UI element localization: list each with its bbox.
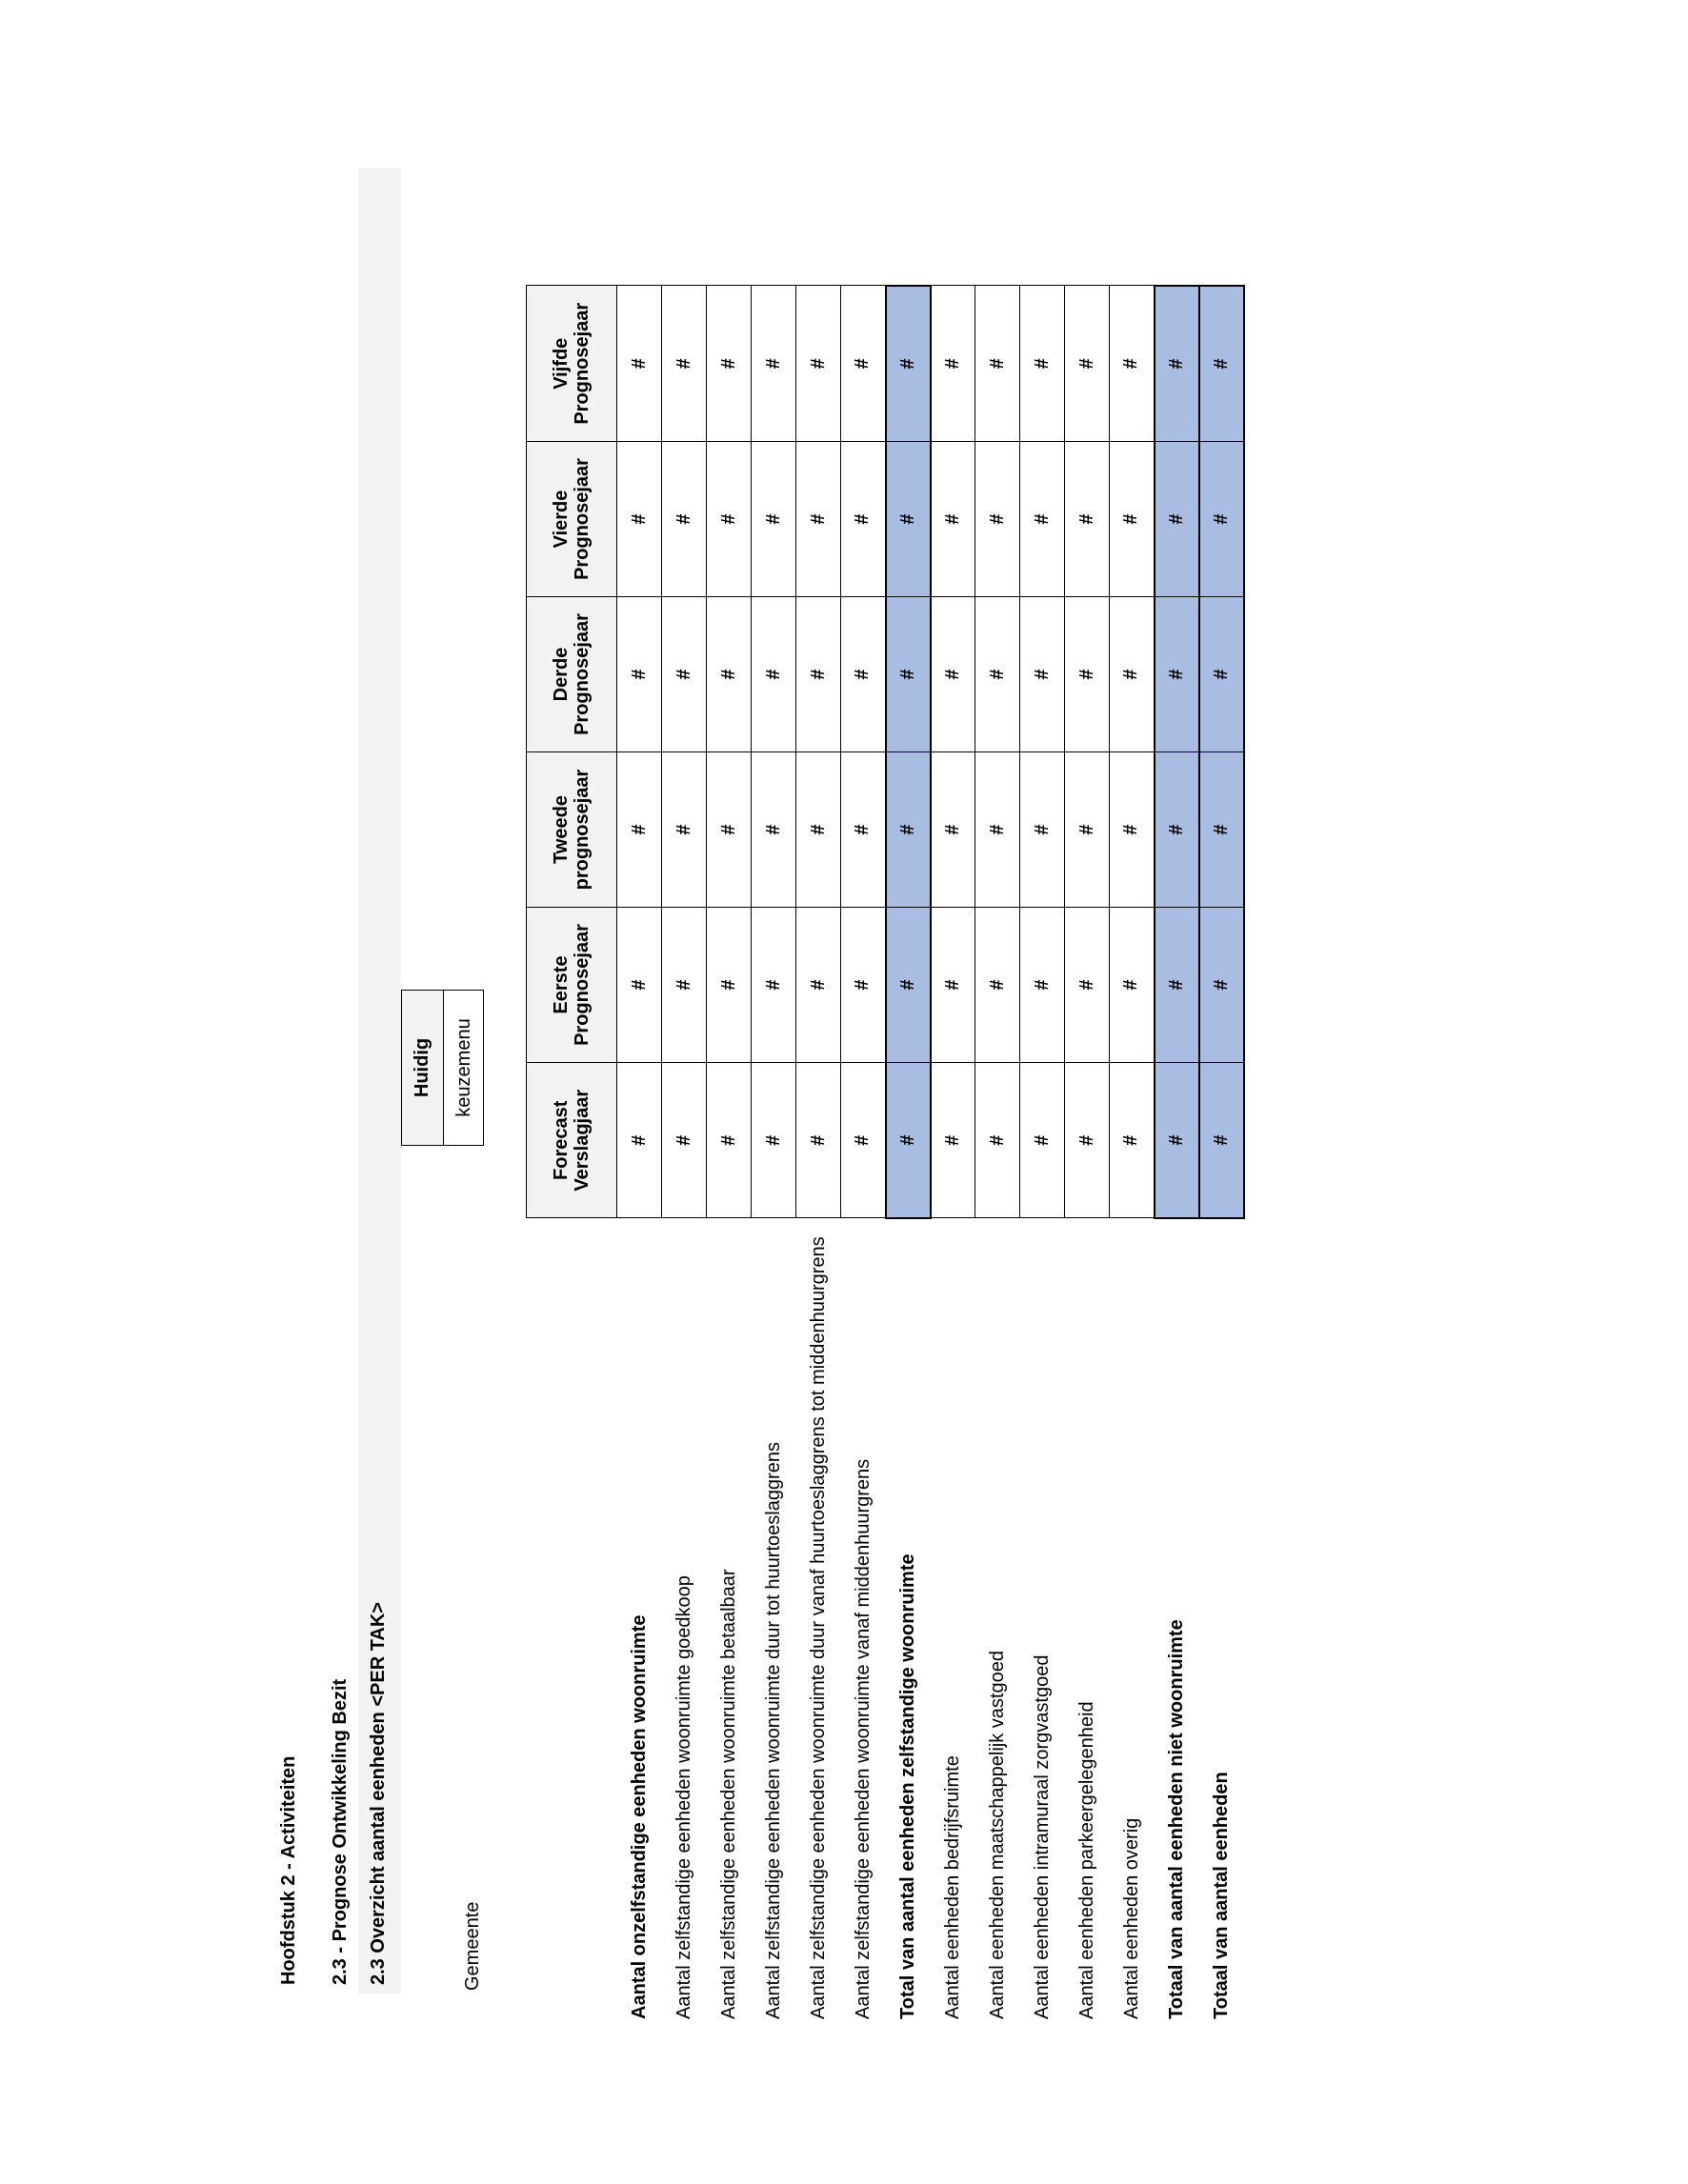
gemeente-selector[interactable]: [401, 990, 484, 1146]
row-label-text: Total van aantal eenheden zelfstandige woonruimte: [896, 1553, 918, 2019]
row-label: [1065, 1218, 1110, 2022]
row-label: [1110, 1218, 1155, 2022]
value-cell[interactable]: #: [796, 752, 841, 908]
value-cell[interactable]: #: [1110, 286, 1155, 442]
row-label-text: Aantal eenheden parkeergelegenheid: [1075, 1701, 1097, 2019]
value-cell[interactable]: #: [975, 752, 1020, 908]
total-row: [1155, 286, 1199, 2022]
table-row: [796, 286, 841, 2022]
row-label: [841, 1218, 886, 2022]
value-cell[interactable]: #: [886, 442, 931, 597]
row-label: [617, 1218, 662, 2022]
value-cell[interactable]: #: [1199, 1063, 1244, 1219]
value-cell[interactable]: #: [1199, 597, 1244, 752]
gemeente-dropdown[interactable]: keuzemenu: [452, 1018, 474, 1117]
value-cell[interactable]: #: [931, 597, 975, 752]
table-row: [1110, 286, 1155, 2022]
section-title: 2.3 - Prognose Ontwikkeling Bezit: [330, 1678, 351, 1985]
value-cell[interactable]: #: [1020, 597, 1065, 752]
subsection-title: 2.3 Overzicht aantal eenheden <PER TAK>: [368, 1602, 389, 1985]
value-cell[interactable]: #: [1065, 597, 1110, 752]
column-header: [527, 908, 617, 1063]
table-row: [975, 286, 1020, 2022]
row-label-text: Aantal eenheden bedrijfsruimte: [941, 1755, 963, 2019]
chapter-title: Hoofdstuk 2 - Activiteiten: [278, 1755, 299, 1985]
value-cell[interactable]: #: [1110, 597, 1155, 752]
value-cell[interactable]: #: [1065, 752, 1110, 908]
table-row: [1020, 286, 1065, 2022]
row-label: [1155, 1218, 1199, 2022]
value-cell[interactable]: #: [796, 597, 841, 752]
value-cell[interactable]: #: [1199, 442, 1244, 597]
value-cell[interactable]: #: [1155, 752, 1199, 908]
value-cell[interactable]: #: [1155, 908, 1199, 1063]
row-label-text: Aantal eenheden overig: [1120, 1817, 1142, 2019]
column-header-line: prognosejaar: [572, 769, 593, 891]
row-label: [1199, 1218, 1244, 2022]
value-cell[interactable]: #: [886, 597, 931, 752]
row-label: [1020, 1218, 1065, 2022]
huidig-header: Huidig: [402, 991, 444, 1145]
value-cell[interactable]: #: [752, 908, 796, 1063]
table-row: [841, 286, 886, 2022]
row-label-text: Totaal van aantal eenheden niet woonruimte: [1165, 1619, 1187, 2019]
value-cell[interactable]: #: [707, 908, 752, 1063]
value-cell[interactable]: #: [1199, 752, 1244, 908]
value-cell[interactable]: #: [617, 1063, 662, 1219]
column-header-line: Prognosejaar: [572, 613, 593, 735]
value-cell[interactable]: #: [886, 1063, 931, 1219]
row-label: [931, 1218, 975, 2022]
value-cell[interactable]: #: [662, 286, 707, 442]
value-cell[interactable]: #: [752, 752, 796, 908]
table-row: [707, 286, 752, 2022]
value-cell[interactable]: #: [1110, 1063, 1155, 1219]
table-row: [1065, 286, 1110, 2022]
value-cell[interactable]: #: [707, 1063, 752, 1219]
column-header-line: Verslagjaar: [572, 1089, 593, 1192]
value-cell[interactable]: #: [1020, 286, 1065, 442]
row-label-text: Aantal zelfstandige eenheden woonruimte duur tot huurtoeslaggrens: [762, 1442, 784, 2019]
table-header-row: [527, 286, 617, 2022]
value-cell[interactable]: #: [931, 908, 975, 1063]
value-cell[interactable]: #: [1065, 908, 1110, 1063]
table-row: [617, 286, 662, 2022]
value-cell[interactable]: #: [617, 597, 662, 752]
total-row: [886, 286, 931, 2022]
column-header-line: Prognosejaar: [572, 458, 593, 580]
row-label: [975, 1218, 1020, 2022]
value-cell[interactable]: #: [1065, 286, 1110, 442]
value-cell[interactable]: #: [752, 442, 796, 597]
value-cell[interactable]: #: [707, 752, 752, 908]
value-cell[interactable]: #: [617, 286, 662, 442]
value-cell[interactable]: #: [931, 286, 975, 442]
row-label: [752, 1218, 796, 2022]
value-cell[interactable]: #: [707, 442, 752, 597]
value-cell[interactable]: #: [1155, 286, 1199, 442]
value-cell[interactable]: #: [796, 908, 841, 1063]
value-cell[interactable]: #: [1199, 286, 1244, 442]
value-cell[interactable]: #: [931, 752, 975, 908]
table-row: [752, 286, 796, 2022]
table-row: [662, 286, 707, 2022]
value-cell[interactable]: #: [662, 908, 707, 1063]
value-cell[interactable]: #: [617, 752, 662, 908]
value-cell[interactable]: #: [931, 442, 975, 597]
column-header-line: Derde: [551, 647, 572, 702]
column-header-line: Vierde: [551, 490, 572, 549]
value-cell[interactable]: #: [707, 286, 752, 442]
value-cell[interactable]: #: [1020, 442, 1065, 597]
value-cell[interactable]: #: [975, 286, 1020, 442]
value-cell[interactable]: #: [1155, 1063, 1199, 1219]
row-label-text: Aantal zelfstandige eenheden woonruimte duur vanaf huurtoeslaggrens tot middenhuurgrens: [807, 1236, 829, 2019]
gemeente-label: Gemeente: [462, 1901, 483, 1991]
row-label-text: Aantal zelfstandige eenheden woonruimte goedkoop: [673, 1575, 694, 2019]
value-cell[interactable]: #: [617, 442, 662, 597]
value-cell[interactable]: #: [1155, 597, 1199, 752]
value-cell[interactable]: #: [1065, 442, 1110, 597]
value-cell[interactable]: #: [1155, 442, 1199, 597]
value-cell[interactable]: #: [662, 597, 707, 752]
column-header: [527, 286, 617, 442]
row-label-text: Aantal zelfstandige eenheden woonruimte betaalbaar: [717, 1569, 739, 2019]
column-header-line: Prognosejaar: [572, 302, 593, 425]
row-label-text: Aantal zelfstandige eenheden woonruimte vanaf middenhuurgrens: [852, 1458, 874, 2019]
value-cell[interactable]: #: [1020, 752, 1065, 908]
row-label: [662, 1218, 707, 2022]
value-cell[interactable]: #: [841, 908, 886, 1063]
value-cell[interactable]: #: [841, 752, 886, 908]
value-cell[interactable]: #: [975, 597, 1020, 752]
value-cell[interactable]: #: [975, 1063, 1020, 1219]
value-cell[interactable]: #: [796, 442, 841, 597]
value-cell[interactable]: #: [1020, 908, 1065, 1063]
value-cell[interactable]: #: [841, 1063, 886, 1219]
value-cell[interactable]: #: [617, 908, 662, 1063]
value-cell[interactable]: #: [1110, 752, 1155, 908]
column-header: [527, 1063, 617, 1219]
value-cell[interactable]: #: [975, 908, 1020, 1063]
row-label: [796, 1218, 841, 2022]
value-cell[interactable]: #: [752, 597, 796, 752]
column-header-line: Forecast: [551, 1100, 572, 1180]
row-label: [886, 1218, 931, 2022]
value-cell[interactable]: #: [1020, 1063, 1065, 1219]
table-row: [931, 286, 975, 2022]
value-cell[interactable]: #: [662, 1063, 707, 1219]
value-cell[interactable]: #: [796, 1063, 841, 1219]
column-header-line: Vijfde: [551, 337, 572, 390]
value-cell[interactable]: #: [975, 442, 1020, 597]
table-body: [617, 286, 1244, 2022]
value-cell[interactable]: #: [1199, 908, 1244, 1063]
value-cell[interactable]: #: [1110, 442, 1155, 597]
column-header-line: Tweede: [551, 795, 572, 864]
value-cell[interactable]: #: [1110, 908, 1155, 1063]
value-cell[interactable]: #: [841, 597, 886, 752]
row-label-text: Totaal van aantal eenheden: [1210, 1772, 1232, 2019]
value-cell[interactable]: #: [841, 442, 886, 597]
column-header-line: Eerste: [551, 955, 572, 1014]
row-label: [707, 1218, 752, 2022]
units-table: [526, 285, 1245, 2022]
value-cell[interactable]: #: [662, 752, 707, 908]
value-cell[interactable]: #: [662, 442, 707, 597]
table-corner: [527, 1218, 617, 2022]
value-cell[interactable]: #: [931, 1063, 975, 1219]
value-cell[interactable]: #: [752, 286, 796, 442]
row-label-text: Aantal eenheden maatschappelijk vastgoed: [986, 1651, 1008, 2019]
value-cell[interactable]: #: [707, 597, 752, 752]
value-cell[interactable]: #: [1065, 1063, 1110, 1219]
value-cell[interactable]: #: [886, 286, 931, 442]
value-cell[interactable]: #: [886, 908, 931, 1063]
row-label-text: Aantal eenheden intramuraal zorgvastgoed: [1031, 1654, 1053, 2019]
column-header-line: Prognosejaar: [572, 924, 593, 1046]
column-header: [527, 442, 617, 597]
total-row: [1199, 286, 1244, 2022]
column-header: [527, 597, 617, 752]
row-label-text: Aantal onzelfstandige eenheden woonruimte: [628, 1614, 650, 2019]
value-cell[interactable]: #: [886, 752, 931, 908]
value-cell[interactable]: #: [796, 286, 841, 442]
value-cell[interactable]: #: [841, 286, 886, 442]
value-cell[interactable]: #: [752, 1063, 796, 1219]
column-header: [527, 752, 617, 908]
